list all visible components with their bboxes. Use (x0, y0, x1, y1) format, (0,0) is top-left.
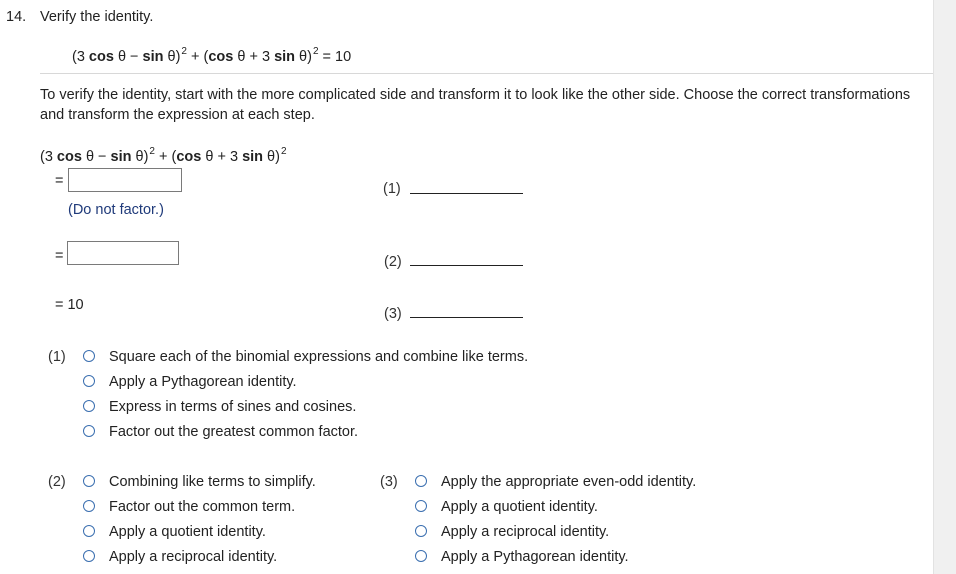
hint-text: (Do not factor.) (68, 202, 164, 218)
final-value: = 10 (55, 297, 84, 313)
step2-reason-blank (410, 265, 523, 266)
group2-option2-radio[interactable] (83, 500, 95, 512)
group3-option3-radio[interactable] (415, 525, 427, 537)
group1-option3-label[interactable]: Express in terms of sines and cosines. (109, 399, 357, 415)
group2-label: (2) (48, 474, 66, 490)
identity-expression: (3 cos θ − sin θ)$^2$ + (cos θ + 3 sin θ)$^2$ = 10 (72, 46, 352, 65)
step3-reason-blank (410, 317, 523, 318)
group1-option3-radio[interactable] (83, 400, 95, 412)
group1-option1-label[interactable]: Square each of the binomial expressions and combine like terms. (109, 349, 529, 365)
group2-option1-radio[interactable] (83, 475, 95, 487)
group2-option4-radio[interactable] (83, 550, 95, 562)
group1-option4-label[interactable]: Factor out the greatest common factor. (109, 424, 359, 440)
group3-option4-radio[interactable] (415, 550, 427, 562)
group2-option3-label[interactable]: Apply a quotient identity. (109, 524, 266, 540)
section-divider (40, 73, 933, 74)
step2-answer-box[interactable] (67, 241, 179, 265)
group2-option3-radio[interactable] (83, 525, 95, 537)
step1-reason-blank (410, 193, 523, 194)
step1-label: (1) (383, 181, 401, 197)
group1-option2-label[interactable]: Apply a Pythagorean identity. (109, 374, 297, 390)
question-number: 14. (6, 9, 27, 25)
equals-sign: = (55, 173, 64, 189)
start-expression: (3 cos θ − sin θ)$^2$ + (cos θ + 3 sin θ)$^2$ (40, 146, 287, 165)
vertical-scrollbar[interactable] (933, 0, 956, 574)
step2-label: (2) (384, 254, 402, 270)
group3-option1-radio[interactable] (415, 475, 427, 487)
group2-option1-label[interactable]: Combining like terms to simplify. (109, 474, 316, 490)
group1-option4-radio[interactable] (83, 425, 95, 437)
step1-answer-box[interactable] (68, 168, 182, 192)
group3-option1-label[interactable]: Apply the appropriate even-odd identity. (441, 474, 697, 490)
group2-option4-label[interactable]: Apply a reciprocal identity. (109, 549, 278, 565)
group2-option2-label[interactable]: Factor out the common term. (109, 499, 296, 515)
group3-label: (3) (380, 474, 398, 490)
group3-option3-label[interactable]: Apply a reciprocal identity. (441, 524, 610, 540)
group3-option2-radio[interactable] (415, 500, 427, 512)
equals-sign: = (55, 248, 64, 264)
group3-option4-label[interactable]: Apply a Pythagorean identity. (441, 549, 629, 565)
instructions: To verify the identity, start with the more complicated side and transform it to look like the other side. Choose the correct transformations and transform the expression at each step. (40, 87, 911, 123)
step3-label: (3) (384, 306, 402, 322)
group1-option2-radio[interactable] (83, 375, 95, 387)
group3-option2-label[interactable]: Apply a quotient identity. (441, 499, 598, 515)
question-title: Verify the identity. (40, 9, 154, 25)
group1-option1-radio[interactable] (83, 350, 95, 362)
group1-label: (1) (48, 349, 66, 365)
